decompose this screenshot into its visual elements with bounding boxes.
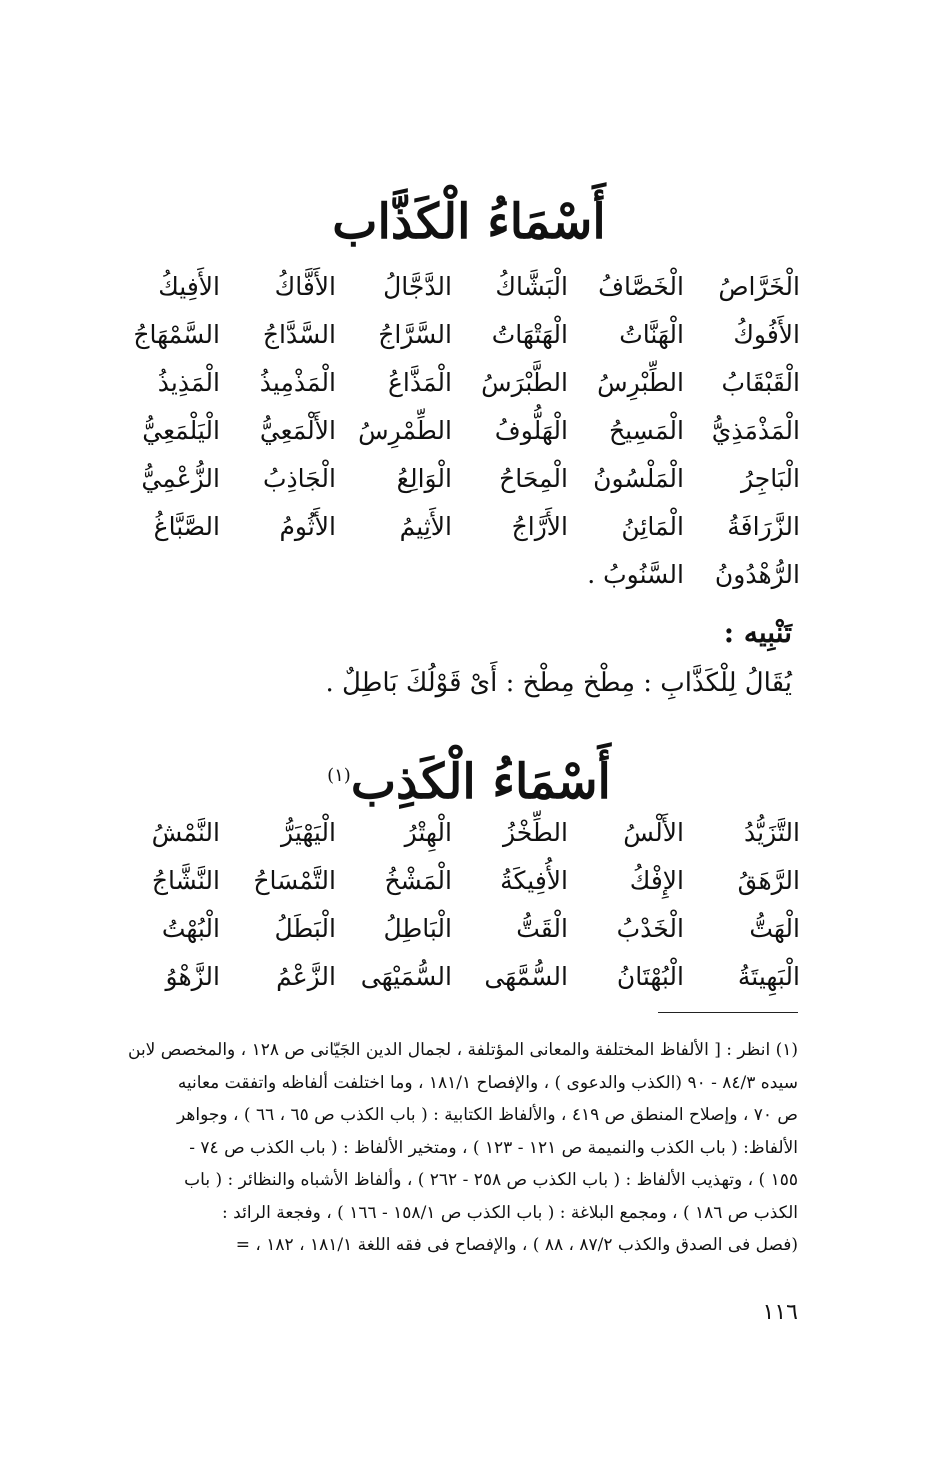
word-row <box>100 856 800 904</box>
word: الْبَاطِلُ <box>383 913 452 943</box>
word: الأَرَّاجُ <box>511 511 568 541</box>
word-row <box>100 454 800 502</box>
word: الطَّبْرَسُ <box>481 367 568 397</box>
word: الْبَشَّاكُ <box>495 271 568 301</box>
footnote-line: سيده ٨٤/٣ - ٩٠ (الكذب والدعوى ) ، والإفصاح ١٨١/١ ، وما اختلفت ألفاظه واتفقت معانيه <box>177 1072 798 1093</box>
word: الْخَرَّاصُ <box>718 271 800 301</box>
word: الْقَتُّ <box>516 913 568 943</box>
word: الْمَائِنُ <box>621 511 684 541</box>
word: الأَثُومُ <box>279 511 336 541</box>
word: الْهَتْهَاتُ <box>491 319 568 349</box>
word: السُّمَيْهَى <box>360 961 452 991</box>
word-row <box>100 358 800 406</box>
word: النَّمْشُ <box>151 817 220 847</box>
word: الْمِحَاحُ <box>499 463 568 493</box>
word: الزَّعْمُ <box>276 961 336 991</box>
word-row <box>100 550 800 598</box>
word-row <box>100 406 800 454</box>
word: السُّمَّهَى <box>484 961 568 991</box>
lie-names-grid <box>100 808 800 1000</box>
word: الْيَلْمَعِيُّ <box>142 415 220 445</box>
word: الْمَسِيحُ <box>609 415 684 445</box>
word: الْمَذْمَذِيُّ <box>711 415 800 445</box>
section-heading-lies <box>0 754 938 810</box>
word: الأَفِيكُ <box>158 271 220 301</box>
word: الرُّهْدُونُ <box>714 559 800 589</box>
note-text: يُقَالُ لِلْكَذَّابِ : مِطْخ مِطْخ : أَىْ قَوْلُكَ بَاطِلٌ . <box>325 668 792 698</box>
footnote-line: (فصل فى الصدق والكذب ٨٧/٢ ، ٨٨ ) ، والإفصاح فى فقه اللغة ١٨١/١ ، ١٨٢ ، = <box>235 1235 798 1255</box>
word-row <box>100 502 800 550</box>
word-row <box>100 904 800 952</box>
footnote-line: (١) انظر : [ الألفاظ المختلفة والمعانى المؤتلفة ، لجمال الدين الجَيّانى ص ١٢٨ ، والمخصص لابن <box>128 1040 798 1060</box>
word: الْقَبْقَابُ <box>721 367 800 397</box>
word: الْمَذْمِيذُ <box>259 367 336 397</box>
word: السَّرَّاجُ <box>378 319 452 349</box>
footnote-line: الكذب ص ١٨٦ ) ، ومجمع البلاغة : ( باب الكذب ص ١٥٨/١ - ١٦٦ ) ، وفجعة الرائد : <box>222 1202 798 1223</box>
word: الأَثِيمُ <box>399 511 452 541</box>
word: الْجَاذِبُ <box>263 463 336 493</box>
heading-text: أَسْمَاءُ الْكَذَّاب <box>332 194 606 250</box>
word: السَّنُوبُ . <box>587 559 684 589</box>
footnote-line: ص ٧٠ ، وإصلاح المنطق ص ٤١٩ ، والألفاظ الكتابية : ( باب الكذب ص ٦٥ ، ٦٦ ) ، وجواهر <box>177 1105 798 1125</box>
word: الْبَاجِرُ <box>741 463 800 493</box>
word: الدَّجَّالُ <box>383 271 452 301</box>
word: الْهَنَّاتُ <box>619 319 684 349</box>
word: الْبُهْتَانُ <box>616 961 684 991</box>
footnote-reference: (١) <box>327 765 351 786</box>
note-label: تَنْبِيه : <box>723 616 792 649</box>
word: الْيَهْيَرُّ <box>281 817 336 847</box>
word-row <box>100 808 800 856</box>
word: الْمَلْسُونُ <box>593 463 684 493</box>
word: الطِّخْزُ <box>502 817 568 847</box>
word: الْمَشْخُ <box>384 865 452 895</box>
word-row <box>100 262 800 310</box>
word: الزَّرَافَةُ <box>727 511 800 541</box>
word: الطِّمْرِسُ <box>358 415 452 445</box>
word: الأَفُوكُ <box>733 319 800 349</box>
word: الْخَصَّافُ <box>598 271 684 301</box>
word-row <box>100 952 800 1000</box>
page-number: ١١٦ <box>762 1300 798 1325</box>
word: الْمَذَّاعُ <box>387 367 452 397</box>
word: الْمَذِيذُ <box>157 367 220 397</box>
word: الأَلْسُ <box>623 817 684 847</box>
word: الزُّعْمِيُّ <box>141 463 220 493</box>
heading-text: أَسْمَاءُ الْكَذِب <box>350 754 611 810</box>
liar-names-grid <box>100 262 800 598</box>
word: السَّدَّاجُ <box>262 319 336 349</box>
section-heading-liars <box>0 194 938 250</box>
word: الطِّبْرِسُ <box>597 367 684 397</box>
word: الأَلْمَعِيُّ <box>259 415 336 445</box>
footnote-line: الألفاظ: ( باب الكذب والنميمة ص ١٢١ - ١٢٣ ) ، ومتخير الألفاظ : ( باب الكذب ص ٧٤ - <box>189 1137 798 1158</box>
footnote-line: ١٥٥ ) ، وتهذيب الألفاظ : ( باب الكذب ص ٢٥٨ - ٢٦٢ ) ، وألفاظ الأشباه والنظائر : ( باب <box>184 1170 798 1190</box>
footnote <box>104 1034 798 1262</box>
word: الأَفَّاكُ <box>274 271 336 301</box>
word: الْوَالِعُ <box>396 463 452 493</box>
word: الْهِتْرُ <box>404 817 452 847</box>
word: الْبَطَلُ <box>274 913 336 943</box>
word: الإِفْكُ <box>629 865 684 895</box>
word: السَّمْهَاجُ <box>133 319 220 349</box>
word: الرَّهَقُ <box>737 865 800 895</box>
word: الزَّهْوُ <box>165 961 220 991</box>
word: الصَّبَّاغُ <box>153 511 220 541</box>
word-row <box>100 310 800 358</box>
footnote-divider <box>658 1012 798 1013</box>
word: الْهَتُّ <box>749 913 800 943</box>
word: الْبُهْتُ <box>161 913 220 943</box>
word: التَّزَيُّدُ <box>744 817 800 847</box>
word: التَّمْسَاحُ <box>253 865 336 895</box>
word: الْهَلُّوفُ <box>494 415 568 445</box>
word: الْخَدْبُ <box>616 913 684 943</box>
word: الأُفِيكَةُ <box>500 865 568 895</box>
word: الْبَهِيتَةُ <box>737 961 800 991</box>
word: النَّشَّاجُ <box>151 865 220 895</box>
